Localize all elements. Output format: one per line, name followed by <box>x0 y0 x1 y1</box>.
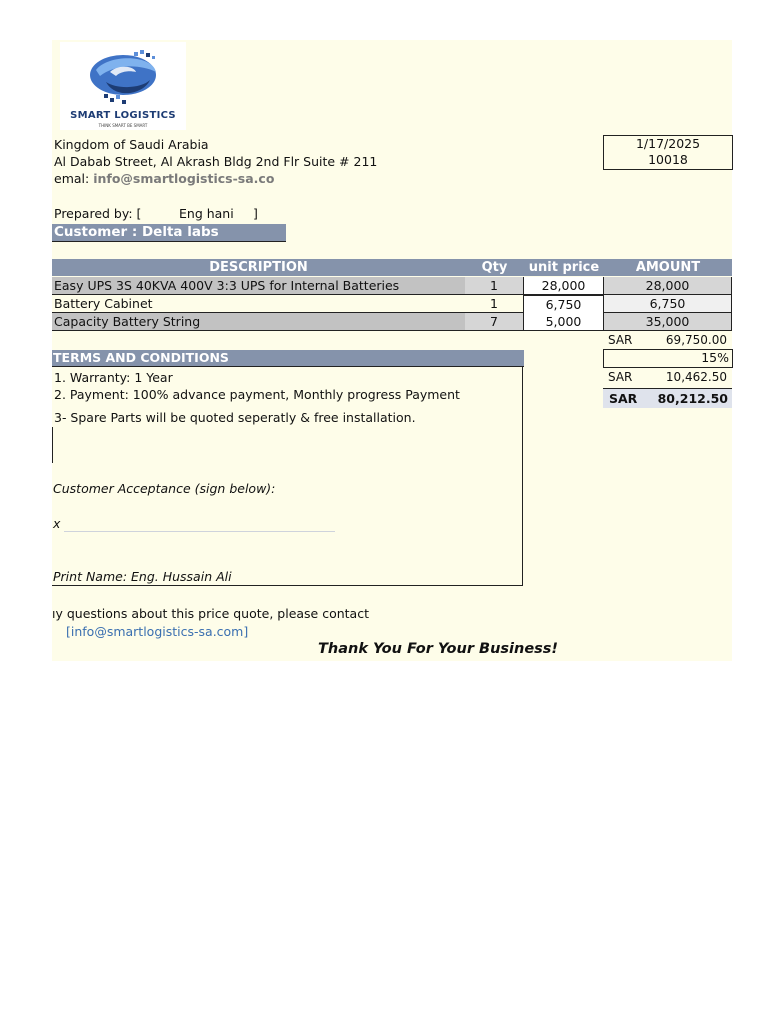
row-description: Battery Cabinet <box>52 295 466 313</box>
row-unit-price: 5,000 <box>524 313 604 331</box>
subtotal-value: 69,750.00 <box>665 333 727 347</box>
vat-rate: 15% <box>701 350 729 365</box>
row-description: Easy UPS 3S 40KVA 400V 3:3 UPS for Internal Batteries <box>52 277 466 295</box>
logo-wordmark: SMART LOGISTICS <box>70 110 176 121</box>
row-unit-price: 28,000 <box>524 277 604 295</box>
row-amount: 6,750 <box>604 295 732 313</box>
header-qty: Qty <box>481 260 508 275</box>
row-amount: 35,000 <box>604 313 732 331</box>
terms-line: 3- Spare Parts will be quoted seperatly & free installation. <box>54 410 416 425</box>
subtotal-currency: SAR <box>608 333 633 347</box>
grand-total-box <box>603 388 732 408</box>
thank-you-message: Thank You For Your Business! <box>318 641 559 657</box>
prepared-by-name: Eng hani <box>179 206 234 221</box>
signature-prefix: x <box>53 516 61 531</box>
vat-value: 10,462.50 <box>665 370 727 384</box>
quote-number: 10018 <box>603 152 733 170</box>
row-qty: 1 <box>465 295 524 313</box>
company-country: Kingdom of Saudi Arabia <box>54 137 209 152</box>
terms-line: 1. Warranty: 1 Year <box>54 370 173 385</box>
vat-currency: SAR <box>608 370 633 384</box>
row-qty: 7 <box>465 313 524 331</box>
terms-box <box>52 350 523 586</box>
logo-tagline: THINK SMART BE SMART <box>98 123 148 128</box>
prepared-by-close: ] <box>253 206 258 221</box>
total-value: 80,212.50 <box>657 391 728 406</box>
terms-line: 2. Payment: 100% advance payment, Monthly progress Payment <box>54 387 460 402</box>
table-row <box>52 313 732 331</box>
company-address: Al Dabab Street, Al Akrash Bldg 2nd Flr Suite # 211 <box>54 154 378 169</box>
contact-email-link[interactable]: [info@smartlogistics-sa.com] <box>66 624 249 639</box>
items-table-header <box>52 259 732 276</box>
row-unit-price: 6,750 <box>524 295 604 314</box>
terms-divider <box>52 427 53 463</box>
customer-bar: Customer : Delta labs <box>52 224 286 242</box>
header-amount: AMOUNT <box>635 260 701 275</box>
acceptance-label: Customer Acceptance (sign below): <box>53 481 276 496</box>
table-row <box>52 295 732 313</box>
terms-heading: TERMS AND CONDITIONS <box>52 350 524 367</box>
quote-date: 1/17/2025 <box>603 135 733 153</box>
prepared-by-label: Prepared by: [ <box>54 206 142 221</box>
print-name: Print Name: Eng. Hussain Ali <box>53 569 232 584</box>
company-email-link[interactable]: info@smartlogistics-sa.co <box>93 171 275 186</box>
row-amount: 28,000 <box>604 277 732 295</box>
company-logo <box>60 42 186 130</box>
total-currency: SAR <box>609 391 638 406</box>
company-email-row <box>54 171 274 186</box>
row-qty: 1 <box>465 277 524 295</box>
logo-mark-icon <box>60 42 186 112</box>
vat-rate-box <box>603 349 733 368</box>
signature-line[interactable] <box>64 531 335 532</box>
table-row <box>52 277 732 295</box>
header-description: DESCRIPTION <box>209 260 308 275</box>
contact-text: ıy questions about this price quote, please contact <box>52 606 369 621</box>
row-description: Capacity Battery String <box>52 313 466 331</box>
header-unit-price: unit price <box>528 260 600 275</box>
email-label: emal: <box>54 171 90 186</box>
